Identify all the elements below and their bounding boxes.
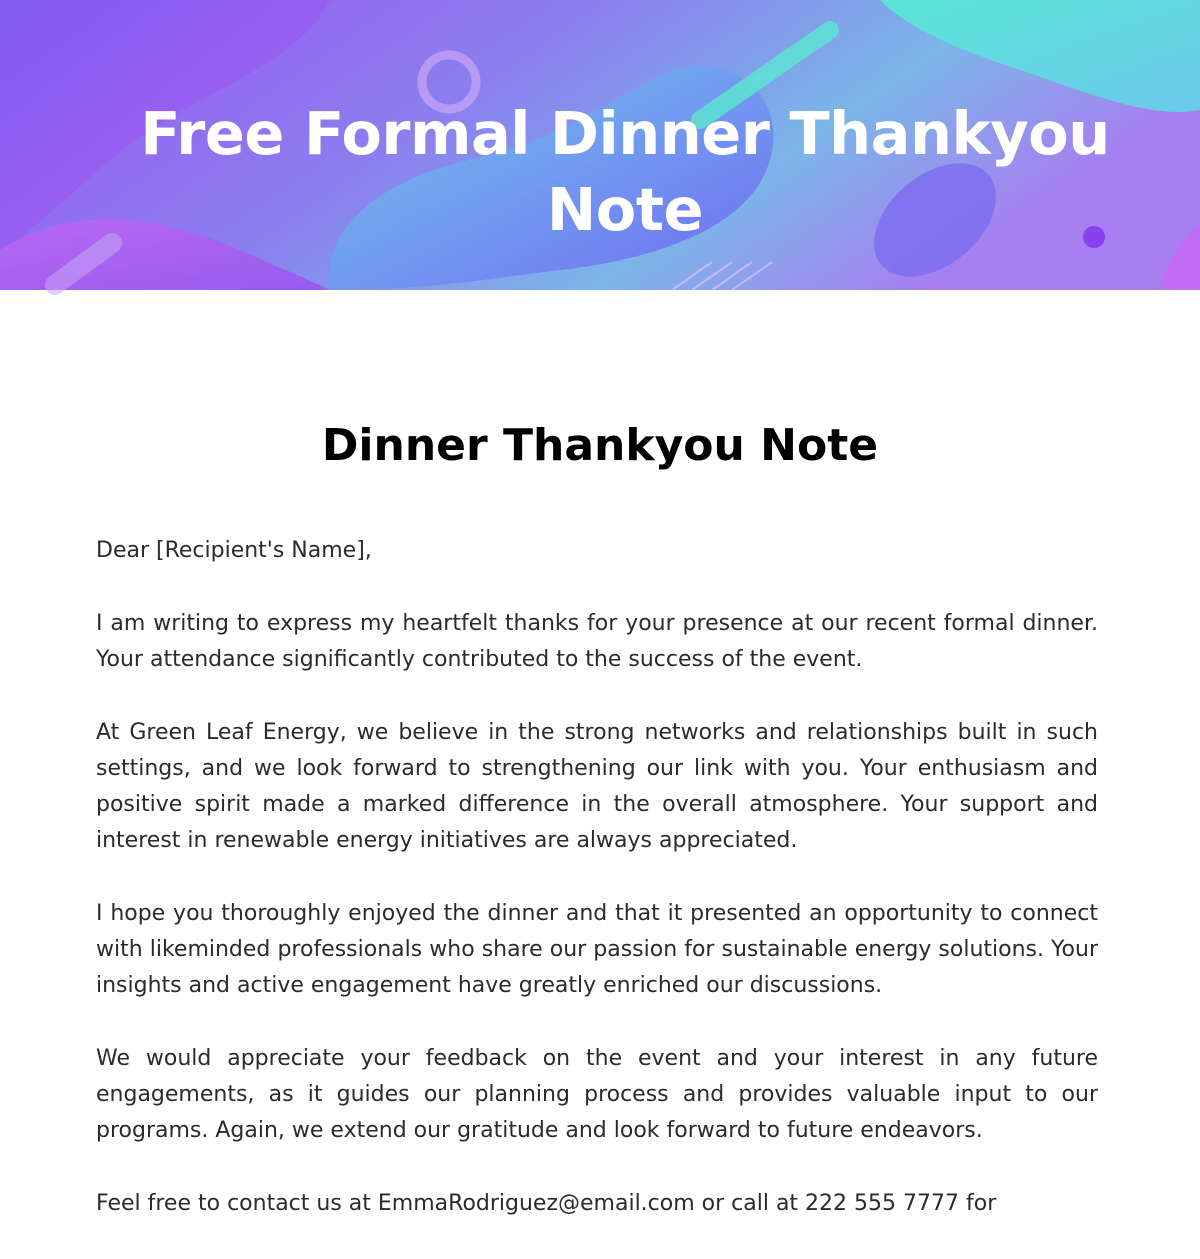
paragraph: I am writing to express my heartfelt thanks for your presence at our recent formal dinner. Your attendance significantly contributed to the success of the event. bbox=[96, 611, 1098, 672]
letter-body bbox=[96, 533, 1098, 1259]
paragraph: At Green Leaf Energy, we believe in the strong networks and relationships built in such settings, and we look forward to strengthening our link with you. Your enthusiasm and positive spirit made a marked difference in the overall atmosphere. Your support and interest in renewable energy initiatives are always appreciated. bbox=[96, 720, 1098, 853]
paragraph: We would appreciate your feedback on the event and your interest in any future engagements, as it guides our planning process and provides valuable input to our programs. Again, we extend our gratitude and look forward to future endeavors. bbox=[96, 1046, 1098, 1143]
document-title: Dinner Thankyou Note bbox=[321, 420, 879, 471]
banner-title: Free Formal Dinner Thankyou Note bbox=[140, 99, 1110, 244]
header-banner bbox=[0, 0, 1200, 290]
paragraph: Feel free to contact us at EmmaRodriguez@email.com or call at 222 555 7777 for bbox=[96, 1191, 997, 1216]
salutation: Dear [Recipient's Name], bbox=[96, 538, 372, 563]
paragraph: I hope you thoroughly enjoyed the dinner and that it presented an opportunity to connect with likeminded professionals who share our passion for sustainable energy solutions. Your insights and active engagement have greatly enriched our discussions. bbox=[96, 901, 1098, 998]
